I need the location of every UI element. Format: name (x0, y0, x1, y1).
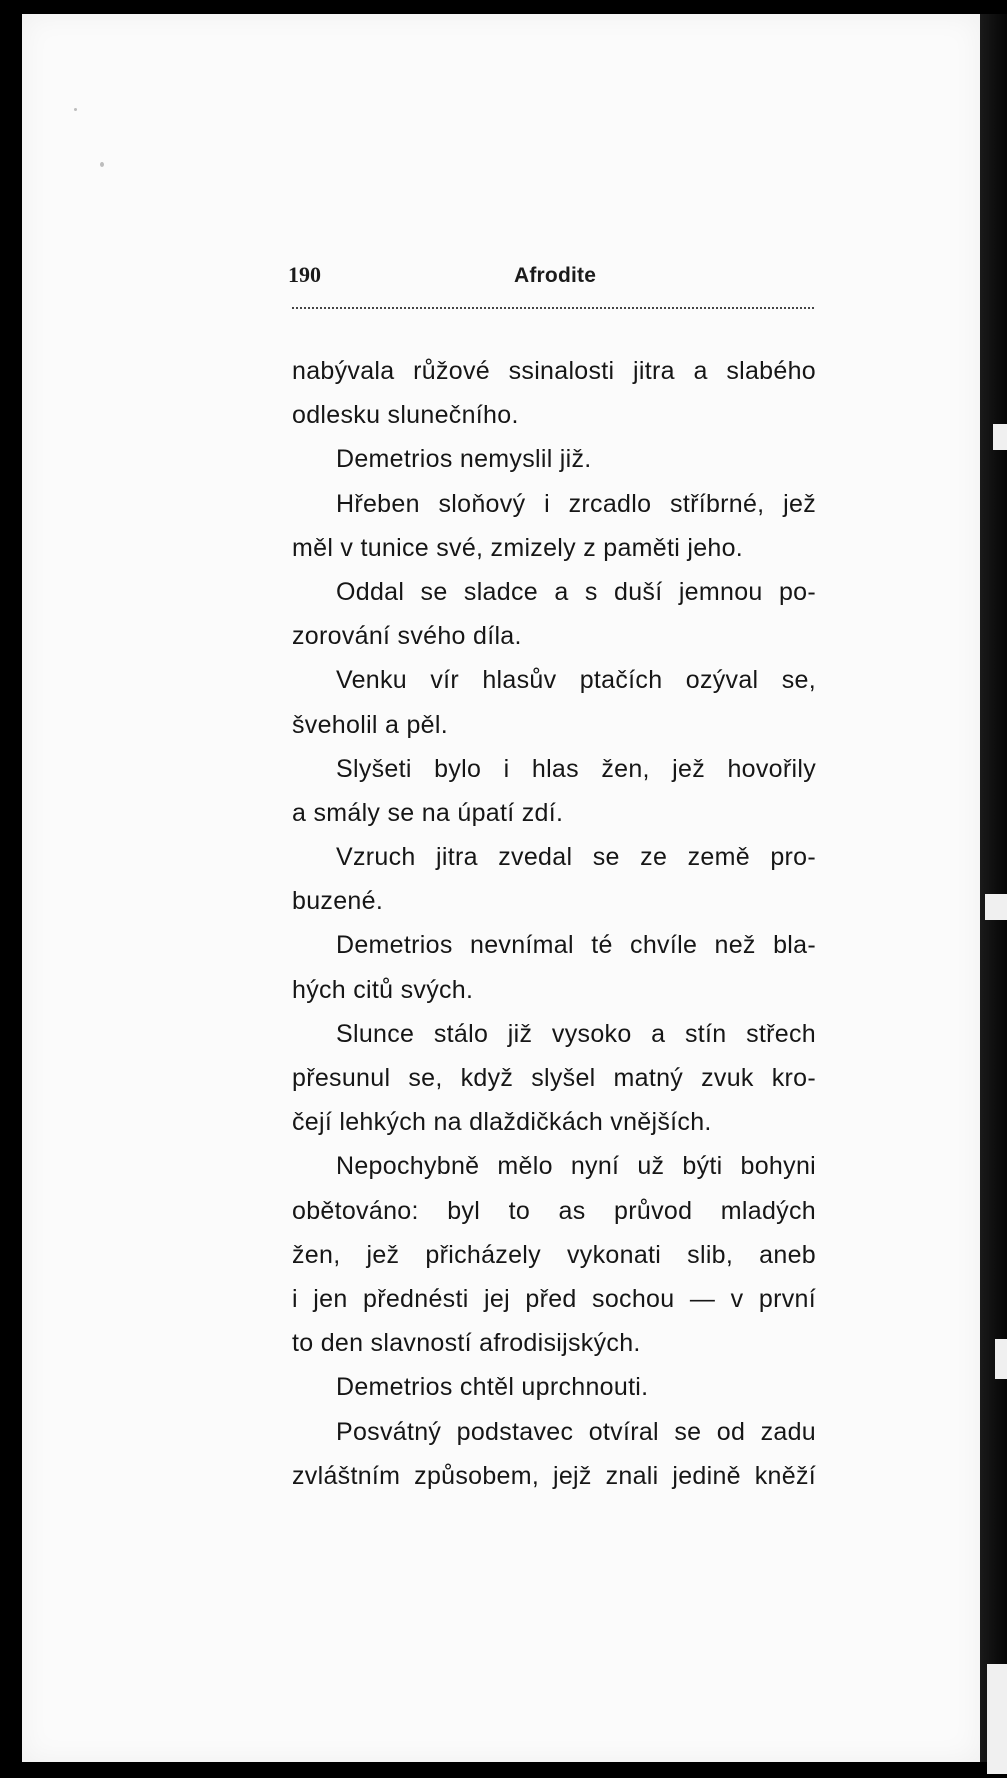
spine-mark (985, 894, 1007, 920)
text-line: měl v tunice své, zmizely z paměti jeho. (292, 533, 744, 562)
header-rule (292, 307, 814, 309)
text-line: Demetrios nemyslil již. (336, 445, 592, 474)
text-line: zorování svého díla. (292, 622, 522, 651)
spine-mark (993, 424, 1007, 450)
spine-mark (995, 1339, 1007, 1379)
paper-speck (74, 108, 77, 111)
text-line: Demetrios chtěl uprchnouti. (336, 1373, 649, 1402)
text-line: Slyšeti bylo i hlas žen, jež hovořily (336, 754, 816, 783)
text-line: žen, jež přicházely vykonati slib, aneb (292, 1240, 816, 1269)
text-line: i jen přednésti jej před sochou — v první (292, 1284, 816, 1313)
page-header (288, 262, 816, 292)
text-line: hých citů svých. (292, 975, 474, 1004)
text-line: odlesku slunečního. (292, 401, 519, 430)
text-line: Venku vír hlasův ptačích ozýval se, (336, 666, 816, 695)
text-line: přesunul se, když slyšel matný zvuk kro- (292, 1064, 816, 1092)
text-line: Slunce stálo již vysoko a stín střech (336, 1019, 816, 1048)
text-line: Posvátný podstavec otvíral se od zadu (336, 1417, 816, 1446)
text-line: nabývala růžové ssinalosti jitra a slabého (292, 357, 816, 385)
page-number: 190 (288, 262, 321, 287)
text-line: obětováno: byl to as průvod mladých (292, 1196, 816, 1225)
paper-speck (100, 162, 104, 167)
text-line: a smály se na úpatí zdí. (292, 798, 564, 827)
text-line: čejí lehkých na dlaždičkách vnějších. (292, 1108, 712, 1137)
text-line: Hřeben sloňový i zrcadlo stříbrné, jež (336, 489, 816, 518)
spine-mark (987, 1664, 1007, 1774)
text-line: Oddal se sladce a s duší jemnou po- (336, 577, 816, 606)
text-line: Vzruch jitra zvedal se ze země pro- (336, 843, 816, 872)
text-line: zvláštním způsobem, jejž znali jedině kněží (292, 1461, 816, 1490)
text-line: to den slavností afrodisijských. (292, 1329, 641, 1358)
page-body-text (292, 349, 816, 1498)
book-spine (980, 14, 1007, 1762)
text-line: šveholil a pěl. (292, 710, 448, 739)
text-line: buzené. (292, 887, 384, 916)
text-line: Demetrios nevnímal té chvíle než bla- (336, 931, 816, 960)
text-line: Nepochybně mělo nyní už býti bohyni (336, 1152, 816, 1181)
running-title: Afrodite (514, 264, 597, 287)
